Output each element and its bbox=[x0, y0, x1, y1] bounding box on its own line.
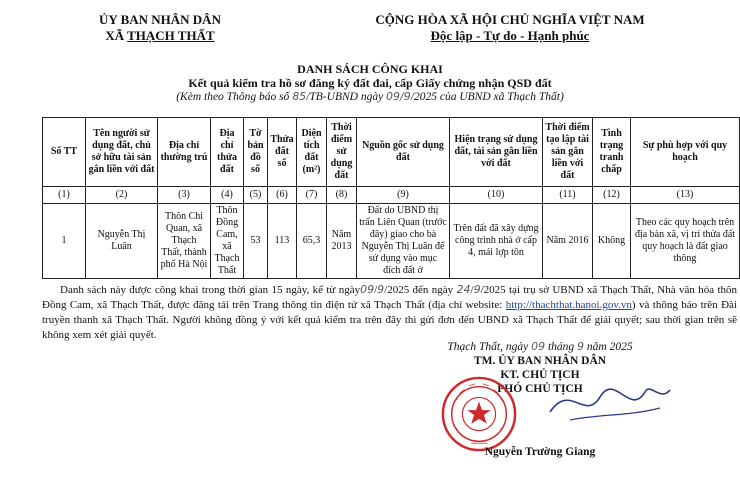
column-header: Địa chỉ thửa đất bbox=[211, 118, 244, 187]
authority-line1: ỦY BAN NHÂN DÂN bbox=[99, 12, 221, 27]
column-number: (3) bbox=[158, 187, 211, 204]
sign-org: TM. ỦY BAN NHÂN DÂN bbox=[473, 355, 607, 367]
document-title: DANH SÁCH CÔNG KHAI bbox=[297, 62, 443, 76]
column-number: (1) bbox=[43, 187, 86, 204]
column-header: Tờ bản đồ số bbox=[244, 118, 268, 187]
column-header: Thửa đất số bbox=[268, 118, 297, 187]
document-titles bbox=[0, 62, 740, 104]
column-number: (4) bbox=[211, 187, 244, 204]
website-link[interactable]: http://thachthat.hanoi.gov.vn bbox=[505, 299, 632, 311]
country-name: CỘNG HÒA XÃ HỘI CHỦ NGHĨA VIỆT NAM bbox=[375, 12, 645, 27]
authority-line2: XÃ THẠCH THẤT bbox=[105, 28, 215, 43]
table-cell: 1 bbox=[43, 204, 86, 279]
official-seal bbox=[440, 375, 518, 453]
handwritten-signature bbox=[530, 372, 680, 432]
star-icon bbox=[467, 401, 490, 423]
sign-role-1: KT. CHỦ TỊCH bbox=[500, 369, 580, 381]
column-header: Thời điểm tạo lập tài sản gắn liền với đất bbox=[543, 118, 593, 187]
ref-number: 85 bbox=[292, 90, 307, 103]
national-header bbox=[350, 12, 670, 44]
column-number: (11) bbox=[543, 187, 593, 204]
signature-stroke bbox=[550, 389, 670, 412]
table-cell: 65,3 bbox=[297, 204, 327, 279]
table-header-row bbox=[43, 118, 740, 187]
table-cell: Nguyễn Thị Luân bbox=[86, 204, 158, 279]
table-cell: Không bbox=[593, 204, 631, 279]
column-number: (6) bbox=[268, 187, 297, 204]
column-number: (9) bbox=[357, 187, 450, 204]
column-header: Thời điểm sử dụng đất bbox=[327, 118, 357, 187]
column-number: (10) bbox=[450, 187, 543, 204]
column-number-row bbox=[43, 187, 740, 204]
notice-paragraph: Danh sách này được công khai trong thời gian 15 ngày, kể từ ngày09/9/2025 đến ngày 24/9/2025 tại trụ sở UBND xã Thạch Thất, Nhà văn hóa thôn Đồng Cam, xã Thạch Thất, được đăng tải trên Trang thông tin điện tử xã Thạch Thất (địa chỉ website: http://thachthat.hanoi.gov.vn) và thông báo trên Đài truyền thanh xã Thạch Thất. Người không đồng ý với kết quả kiểm tra trên đây thì gửi đơn đến UBND xã Thạch Thất để giải quyết; sau thời gian trên sẽ không xem xét giải quyết. bbox=[42, 283, 738, 341]
column-header: Hiện trạng sử dụng đất, tài sản gắn liền với đất bbox=[450, 118, 543, 187]
table-row bbox=[43, 204, 740, 279]
issuing-authority bbox=[60, 12, 260, 44]
table-cell: Trên đất đã xây dựng công trình nhà ở cấp 4, mái lợp tôn bbox=[450, 204, 543, 279]
table-cell: Theo các quy hoạch trên địa bàn xã, vị trí thửa đất quy hoạch là đất giao thông bbox=[631, 204, 740, 279]
signature-underline bbox=[570, 408, 660, 420]
national-motto: Độc lập - Tự do - Hạnh phúc bbox=[430, 28, 590, 43]
column-header: Diện tích đất (m²) bbox=[297, 118, 327, 187]
table-cell: 113 bbox=[268, 204, 297, 279]
signer-name: Nguyễn Trường Giang bbox=[484, 446, 596, 458]
land-records-table bbox=[42, 117, 740, 279]
column-number: (5) bbox=[244, 187, 268, 204]
column-header: Sự phù hợp với quy hoạch bbox=[631, 118, 740, 187]
column-number: (13) bbox=[631, 187, 740, 204]
table-cell: Đất do UBND thị trấn Liên Quan (trước đây) giao cho bà Nguyễn Thị Luân để sử dụng vào mục đích đất ở bbox=[357, 204, 450, 279]
column-number: (12) bbox=[593, 187, 631, 204]
column-header: Số TT bbox=[43, 118, 86, 187]
column-number: (7) bbox=[297, 187, 327, 204]
authority-name: THẠCH THẤT bbox=[127, 28, 215, 43]
document-reference: (Kèm theo Thông báo số 85/TB-UBND ngày 09/9/2025 của UBND xã Thạch Thất) bbox=[176, 90, 564, 103]
column-header: Tình trạng tranh chấp bbox=[593, 118, 631, 187]
column-number: (2) bbox=[86, 187, 158, 204]
sign-role-2: PHÓ CHỦ TỊCH bbox=[497, 383, 583, 395]
column-header: Nguồn gốc sử dụng đất bbox=[357, 118, 450, 187]
column-number: (8) bbox=[327, 187, 357, 204]
column-header: Địa chỉ thường trú bbox=[158, 118, 211, 187]
table-cell: Năm 2013 bbox=[327, 204, 357, 279]
document-subtitle: Kết quả kiểm tra hồ sơ đăng ký đất đai, cấp Giấy chứng nhận QSD đất bbox=[188, 76, 552, 90]
table-cell: Năm 2016 bbox=[543, 204, 593, 279]
column-header: Tên người sử dụng đất, chủ sở hữu tài sản gắn liền với đất bbox=[86, 118, 158, 187]
table-cell: Thôn Đồng Cam, xã Thạch Thất bbox=[211, 204, 244, 279]
table-cell: Thôn Chi Quan, xã Thạch Thất, thành phố Hà Nội bbox=[158, 204, 211, 279]
table-cell: 53 bbox=[244, 204, 268, 279]
sign-date: Thạch Thất, ngày 09 tháng 9 năm 2025 bbox=[447, 340, 633, 353]
